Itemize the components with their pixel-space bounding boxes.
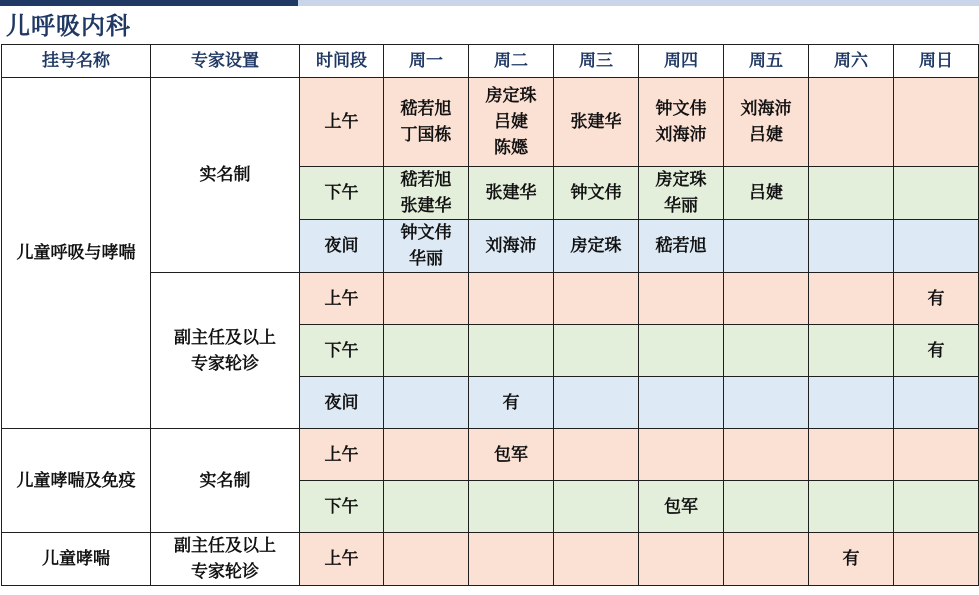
period-cell: 下午 (300, 325, 384, 377)
doctor-name: 钟文伟 (655, 99, 707, 119)
day-cell (469, 167, 554, 220)
day-cell (554, 325, 639, 377)
schedule-row (2, 533, 979, 586)
header-thu: 周四 (639, 45, 724, 78)
day-cell (469, 273, 554, 325)
header-wed: 周三 (554, 45, 639, 78)
header-sat: 周六 (809, 45, 894, 78)
doctor-name: 张建华 (400, 196, 452, 216)
day-cell (724, 78, 809, 167)
day-cell (724, 533, 809, 586)
header-setting: 专家设置 (151, 45, 300, 78)
day-cell (724, 377, 809, 429)
doctor-name: 张建华 (485, 183, 537, 203)
day-cell (894, 377, 979, 429)
day-cell (639, 429, 724, 481)
day-cell (639, 481, 724, 533)
availability-mark: 有 (502, 392, 520, 413)
day-cell (639, 377, 724, 429)
day-cell (894, 481, 979, 533)
clinic-name-cell: 儿童呼吸与哮喘 (2, 78, 151, 429)
day-cell (809, 377, 894, 429)
doctor-name: 华丽 (664, 196, 698, 216)
day-cell (639, 325, 724, 377)
day-cell (724, 325, 809, 377)
day-cell (639, 167, 724, 220)
day-cell (809, 533, 894, 586)
doctor-name: 钟文伟 (570, 183, 622, 203)
day-cell (384, 377, 469, 429)
day-cell (894, 167, 979, 220)
period-cell: 夜间 (300, 220, 384, 273)
day-cell (469, 377, 554, 429)
day-cell (809, 273, 894, 325)
schedule-row (2, 78, 979, 167)
doctor-name: 刘海沛 (485, 236, 537, 256)
day-cell (554, 167, 639, 220)
schedule-body (2, 78, 979, 586)
doctor-name: 刘海沛 (655, 125, 707, 145)
day-cell (724, 167, 809, 220)
period-cell: 上午 (300, 533, 384, 586)
day-cell (384, 533, 469, 586)
day-cell (384, 78, 469, 167)
doctor-name: 陈嫕 (494, 138, 528, 158)
day-cell (554, 220, 639, 273)
doctor-name: 嵇若旭 (400, 170, 452, 190)
day-cell (894, 533, 979, 586)
day-cell (469, 429, 554, 481)
day-cell (384, 481, 469, 533)
header-row (2, 45, 979, 78)
day-cell (809, 78, 894, 167)
day-cell (809, 220, 894, 273)
day-cell (639, 273, 724, 325)
period-cell: 下午 (300, 481, 384, 533)
doctor-name: 吕婕 (494, 112, 528, 132)
day-cell (469, 220, 554, 273)
top-accent-bar (0, 0, 979, 6)
day-cell (554, 533, 639, 586)
period-cell: 夜间 (300, 377, 384, 429)
day-cell (639, 533, 724, 586)
header-fri: 周五 (724, 45, 809, 78)
clinic-name-cell: 儿童哮喘 (2, 533, 151, 586)
day-cell (554, 481, 639, 533)
doctor-name: 包军 (664, 496, 698, 517)
day-cell (554, 377, 639, 429)
day-cell (554, 429, 639, 481)
day-cell (724, 273, 809, 325)
day-cell (469, 325, 554, 377)
day-cell (894, 429, 979, 481)
availability-mark: 有 (927, 340, 945, 361)
day-cell (469, 481, 554, 533)
doctor-name: 张建华 (570, 112, 622, 132)
period-cell: 下午 (300, 167, 384, 220)
day-cell (639, 78, 724, 167)
top-accent-dark (0, 0, 298, 6)
page-title: 儿呼吸内科 (6, 12, 131, 40)
expert-setting-cell: 副主任及以上专家轮诊 (151, 273, 300, 429)
period-cell: 上午 (300, 429, 384, 481)
header-sun: 周日 (894, 45, 979, 78)
day-cell (809, 429, 894, 481)
header-clinic: 挂号名称 (2, 45, 151, 78)
doctor-name: 嵇若旭 (400, 99, 452, 119)
doctor-name: 吕婕 (749, 183, 783, 203)
doctor-name: 房定珠 (570, 236, 622, 256)
day-cell (384, 325, 469, 377)
period-cell: 上午 (300, 78, 384, 167)
doctor-name: 钟文伟 (400, 223, 452, 243)
schedule-table (1, 44, 979, 586)
doctor-name: 包军 (494, 444, 528, 465)
day-cell (469, 78, 554, 167)
period-cell: 上午 (300, 273, 384, 325)
doctor-name: 吕婕 (749, 125, 783, 145)
clinic-name-cell: 儿童哮喘及免疫 (2, 429, 151, 533)
availability-mark: 有 (842, 549, 860, 569)
day-cell (809, 325, 894, 377)
availability-mark: 有 (927, 288, 945, 309)
day-cell (384, 273, 469, 325)
day-cell (724, 220, 809, 273)
expert-setting-cell: 副主任及以上专家轮诊 (151, 533, 300, 586)
doctor-name: 房定珠 (655, 170, 707, 190)
day-cell (384, 220, 469, 273)
day-cell (469, 533, 554, 586)
header-period: 时间段 (300, 45, 384, 78)
doctor-name: 刘海沛 (740, 99, 792, 119)
day-cell (554, 273, 639, 325)
day-cell (894, 273, 979, 325)
day-cell (894, 78, 979, 167)
day-cell (894, 220, 979, 273)
day-cell (384, 429, 469, 481)
day-cell (384, 167, 469, 220)
day-cell (809, 481, 894, 533)
day-cell (554, 78, 639, 167)
doctor-name: 丁国栋 (400, 125, 452, 145)
expert-setting-cell: 实名制 (151, 429, 300, 533)
schedule-row (2, 429, 979, 481)
day-cell (724, 429, 809, 481)
header-mon: 周一 (384, 45, 469, 78)
day-cell (894, 325, 979, 377)
expert-setting-cell: 实名制 (151, 78, 300, 273)
header-tue: 周二 (469, 45, 554, 78)
day-cell (724, 481, 809, 533)
day-cell (639, 220, 724, 273)
top-accent-light (298, 0, 979, 6)
day-cell (809, 167, 894, 220)
doctor-name: 房定珠 (485, 86, 537, 106)
doctor-name: 嵇若旭 (655, 236, 707, 256)
doctor-name: 华丽 (409, 249, 443, 269)
